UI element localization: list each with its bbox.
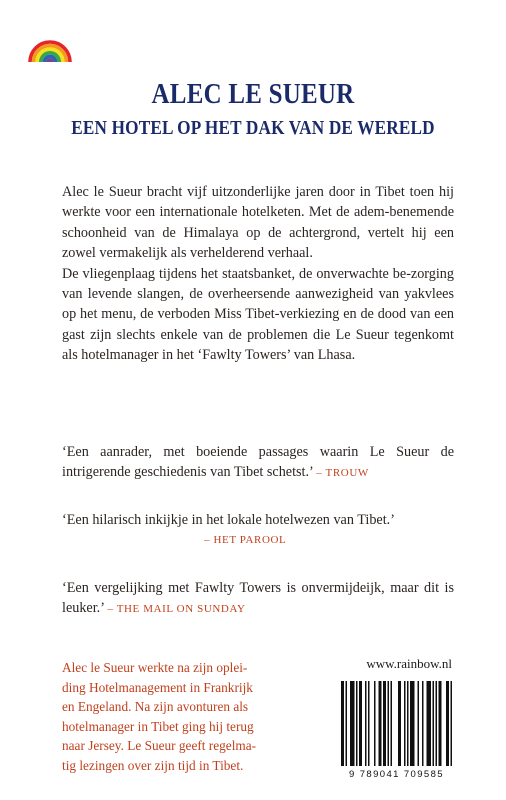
barcode-bar <box>356 681 358 766</box>
bio-line: hotelmanager in Tibet ging hij terug <box>62 718 254 734</box>
quote-source: – HET PAROOL <box>204 534 287 547</box>
publisher-website: www.rainbow.nl <box>366 656 452 671</box>
book-title: EEN HOTEL OP HET DAK VAN DE WERELD <box>71 117 435 139</box>
bio-line: tig lezingen over zijn tijd in Tibet. <box>62 757 244 773</box>
barcode-bar <box>436 681 438 766</box>
barcode-bar <box>439 681 442 766</box>
barcode-bar <box>346 681 348 766</box>
barcode-bar <box>418 681 420 766</box>
barcode-bar <box>388 681 390 766</box>
review-quote <box>62 510 454 551</box>
barcode-bars <box>339 681 454 766</box>
quote-source: – TROUW <box>316 467 369 480</box>
barcode-bar <box>407 681 409 766</box>
quote-text: ‘Een aanrader, met boeiende passages waarin Le Sueur de intrigerende geschiedenis van Tibet schetst.’ <box>62 444 454 481</box>
barcode-bar <box>365 681 367 766</box>
barcode-bar <box>374 681 376 766</box>
barcode-bar <box>383 681 386 766</box>
blurb-paragraph: Alec le Sueur bracht vijf uitzonderlijke jaren door in Tibet toen hij werkte voor een internationale hotelketen. Met de adem-benemende schoonheid van de Himalaya op de achtergrond, vertelt hij een zowel vermakelijk als verhelderend verhaal. <box>62 184 454 262</box>
rainbow-logo-icon <box>27 18 73 64</box>
review-quote <box>62 442 454 484</box>
bio-line: naar Jersey. Le Sueur geeft regelma- <box>62 738 257 754</box>
blurb <box>62 182 454 366</box>
bio-line: Alec le Sueur werkte na zijn oplei- <box>62 660 248 675</box>
barcode-bar <box>398 681 401 766</box>
barcode-bar <box>379 681 382 766</box>
quote-text: ‘Een vergelijking met Fawlty Towers is onvermijdeijk, maar dit is leuker.’ <box>62 580 454 617</box>
bio-line: ding Hotelmanagement in Frankrijk <box>62 679 253 695</box>
barcode-bar <box>433 681 435 766</box>
blurb-paragraph: De vliegenplaag tijdens het staatsbanket, de onverwachte be-zorging van levende slangen, de overheersende aanwezigheid van yakvlees op het menu, de verboden Miss Tibet-verkiezing en de dood van een gast zijn slechts enkele van de problemen die Le Sueur tegenkomt als hotelmanager in het ‘Fawlty Towers’ van Lhasa. <box>62 265 454 364</box>
barcode-bar <box>410 681 415 766</box>
barcode <box>339 681 454 766</box>
author-name: ALEC LE SUEUR <box>151 78 355 110</box>
barcode-bar <box>427 681 432 766</box>
review-quote <box>62 578 454 620</box>
barcode-bar <box>422 681 424 766</box>
bio-line: en Engeland. Na zijn avonturen als <box>62 699 249 715</box>
isbn-number: 9 789041 709585 <box>349 769 444 780</box>
quote-source: – THE MAIL ON SUNDAY <box>107 603 246 616</box>
author-bio <box>62 658 288 776</box>
barcode-bar <box>404 681 406 766</box>
barcode-bar <box>368 681 370 766</box>
barcode-bar <box>446 681 449 766</box>
barcode-bar <box>451 681 453 766</box>
barcode-bar <box>359 681 362 766</box>
barcode-bar <box>341 681 344 766</box>
barcode-bar <box>350 681 355 766</box>
barcode-bar <box>391 681 393 766</box>
quote-text: ‘Een hilarisch inkijkje in het lokale hotelwezen van Tibet.’ <box>62 512 395 528</box>
